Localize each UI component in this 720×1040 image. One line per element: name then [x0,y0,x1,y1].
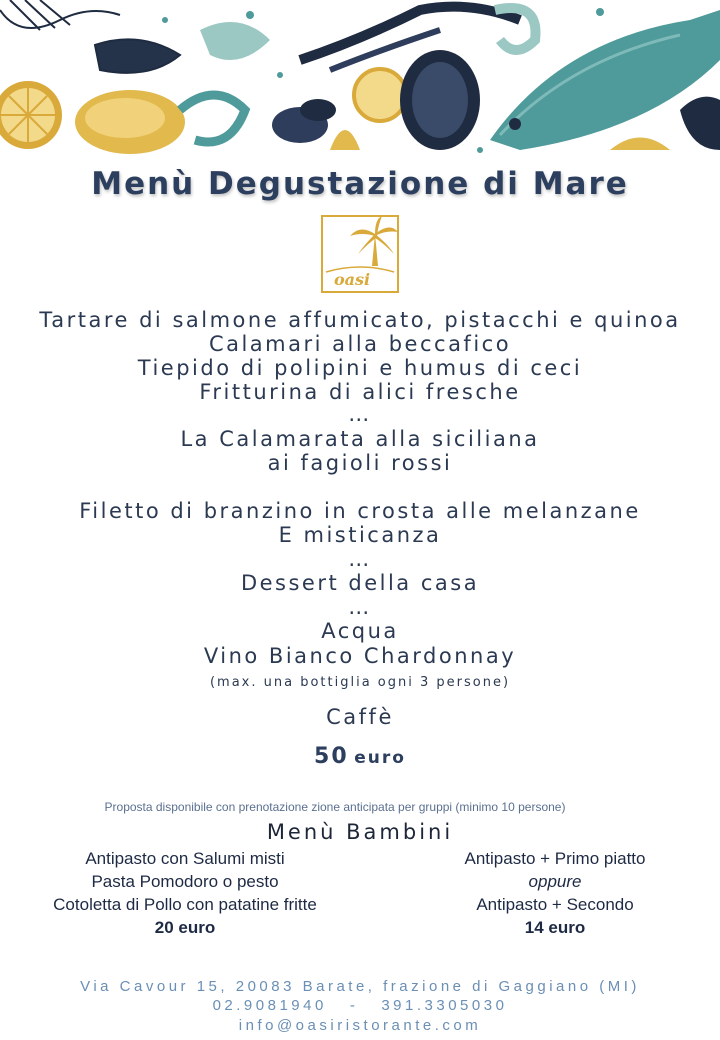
menu-item: Filetto di branzino in crosta alle melanzane [79,499,641,523]
logo-text: oasi [334,270,371,289]
price-value: 50 [314,744,349,769]
kids-menu-price: 14 euro [524,918,586,937]
seafood-illustration-banner [0,0,720,165]
kids-menu-right-column [395,847,715,939]
menu-separator: … [348,595,372,619]
proposal-note: Proposta disponibile con prenotazione zione anticipata per gruppi (minimo 10 persone) [104,800,566,814]
menu-item: ai fagioli rossi [267,451,453,475]
menu-item: Vino Bianco Chardonnay [203,644,517,668]
kids-menu-title: Menù Bambini [266,820,454,844]
menu-item: Fritturina di alici fresche [199,380,521,404]
menu-separator: … [348,402,372,426]
oasi-logo [320,214,400,294]
footer-email[interactable]: info@oasiristorante.com [238,1017,482,1034]
kids-menu-item-or: oppure [528,872,582,891]
footer-address: Via Cavour 15, 20083 Barate, frazione di Gaggiano (MI) [80,978,640,995]
menu-title: Menù Degustazione di Mare [91,166,629,202]
tasting-price [0,744,720,769]
menu-item: Dessert della casa [240,571,480,595]
menu-item: Tartare di salmone affumicato, pistacchi e quinoa [39,308,681,332]
kids-menu-item: Antipasto + Primo piatto [464,849,646,868]
price-unit: euro [354,748,406,768]
kids-menu-item: Antipasto con Salumi misti [85,849,285,868]
menu-item: Tiepido di polipini e humus di ceci [137,356,583,380]
menu-item: E misticanza [278,523,442,547]
menu-item: La Calamarata alla siciliana [180,427,540,451]
kids-menu-price: 20 euro [154,918,216,937]
menu-item: Calamari alla beccafico [208,332,512,356]
menu-item: Caffè [326,705,394,729]
footer-phones: 02.9081940 - 391.3305030 [212,997,508,1014]
menu-item: Acqua [321,619,399,643]
wine-note: (max. una bottiglia ogni 3 persone) [209,675,511,690]
kids-menu-item: Pasta Pomodoro o pesto [91,872,279,891]
kids-menu-item: Cotoletta di Pollo con patatine fritte [53,895,317,914]
menu-separator: … [348,547,372,571]
kids-menu-left-column [20,847,350,939]
kids-menu-item: Antipasto + Secondo [476,895,634,914]
